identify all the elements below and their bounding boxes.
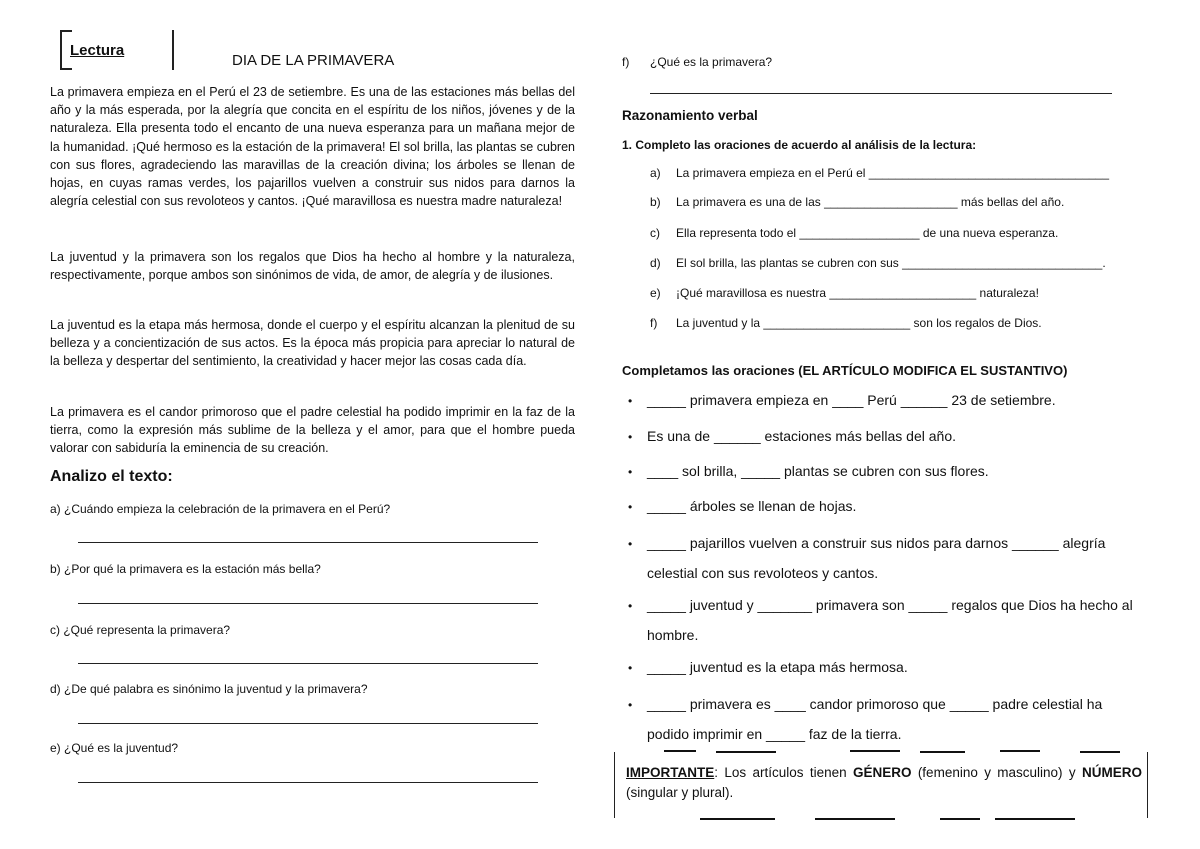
frame-dash — [995, 818, 1075, 820]
analysis-heading: Analizo el texto: — [50, 468, 173, 485]
frame-dash — [920, 751, 965, 753]
page-title: DIA DE LA PRIMAVERA — [232, 52, 395, 69]
article-item-8[interactable] — [628, 696, 1147, 749]
article-text: _____ árboles se llenan de hojas. — [647, 498, 857, 514]
fill-letter: b) — [650, 195, 661, 209]
article-item-3[interactable] — [628, 463, 1147, 486]
article-item-2[interactable] — [628, 428, 1147, 451]
bullet: • — [628, 537, 633, 551]
verbal-heading: Razonamiento verbal — [622, 108, 758, 123]
frame-dash — [664, 750, 696, 752]
frame-dash — [815, 818, 895, 820]
fill-item-b[interactable] — [650, 195, 1064, 209]
question-d: d) ¿De qué palabra es sinónimo la juventud y la primavera? — [50, 682, 368, 696]
bullet: • — [628, 500, 633, 514]
frame-dash — [700, 818, 775, 820]
frame-dash — [850, 750, 900, 752]
article-text: _____ primavera es ____ candor primoroso que _____ padre celestial ha podido imprimir en _____ faz de la tierra. — [647, 696, 1103, 742]
important-label: IMPORTANTE — [626, 765, 715, 780]
important-note — [626, 763, 1142, 803]
fill-text: La primavera es una de las ____________________ más bellas del año. — [676, 195, 1065, 209]
article-text: _____ juventud es la etapa más hermosa. — [647, 659, 908, 675]
article-text: _____ pajarillos vuelven a construir sus nidos para darnos ______ alegría celestial con sus revoloteos y cantos. — [647, 535, 1106, 581]
important-text-1: : Los artículos tienen — [714, 765, 853, 780]
answer-line-c[interactable] — [78, 663, 538, 664]
bullet: • — [628, 465, 633, 479]
fill-item-f[interactable] — [650, 316, 1042, 330]
lectura-label: Lectura — [70, 42, 125, 59]
article-item-1[interactable] — [628, 392, 1147, 415]
frame-dash — [1080, 751, 1120, 753]
reading-paragraph-2: La juventud y la primavera son los regalos que Dios ha hecho al hombre y la naturaleza, respectivamente, porque ambos son sinónimos de vida, de amor, de alegría y de ilusiones. — [50, 250, 575, 283]
fill-item-c[interactable] — [650, 226, 1058, 240]
article-item-4[interactable] — [628, 498, 1147, 521]
question-c: c) ¿Qué representa la primavera? — [50, 623, 231, 637]
fill-letter: f) — [650, 316, 658, 330]
verbal-instruction: 1. Completo las oraciones de acuerdo al análisis de la lectura: — [622, 138, 977, 152]
article-text: _____ juventud y _______ primavera son _____ regalos que Dios ha hecho al hombre. — [647, 597, 1133, 643]
frame-dash — [940, 818, 980, 820]
question-b: b) ¿Por qué la primavera es la estación más bella? — [50, 562, 321, 576]
frame-dash — [1000, 750, 1040, 752]
fill-letter: d) — [650, 256, 661, 270]
article-item-6[interactable] — [628, 597, 1147, 650]
question-f: ¿Qué es la primavera? — [650, 55, 773, 69]
reading-paragraph-1: La primavera empieza en el Perú el 23 de setiembre. Es una de las estaciones más bellas del año y la más esperada, por la alegría que concita en el espíritu de los niños, jóvenes y de la naturaleza. Ella presenta todo el encanto de una nueva esperanza para un mañana mejor de la humanidad. ¡Qué hermoso es la estación de la primavera! El sol brilla, las plantas se cubren con sus flores, agradeciendo las maravillas de la creación divina; los árboles se llenan de hojas, en cuyas ramas verdes, los pajarillos vuelven a construir sus nidos para darnos la alegría celestial con sus revoloteos y cantos. ¡Qué maravillosa es nuestra madre naturaleza! — [50, 85, 575, 209]
articles-heading: Completamos las oraciones (EL ARTÍCULO MODIFICA EL SUSTANTIVO) — [622, 363, 1068, 378]
question-f-letter: f) — [622, 55, 630, 69]
fill-text: Ella representa todo el __________________ de una nueva esperanza. — [676, 226, 1059, 240]
bullet: • — [628, 599, 633, 613]
bullet: • — [628, 661, 633, 675]
question-a: a) ¿Cuándo empieza la celebración de la primavera en el Perú? — [50, 502, 391, 516]
bullet: • — [628, 698, 633, 712]
fill-letter: e) — [650, 286, 661, 300]
question-e: e) ¿Qué es la juventud? — [50, 741, 179, 755]
important-numero: NÚMERO — [1082, 765, 1142, 780]
important-text-2: (femenino y masculino) y — [911, 765, 1082, 780]
important-text-3: (singular y plural). — [626, 785, 734, 800]
answer-line-d[interactable] — [78, 723, 538, 724]
answer-line-f[interactable] — [650, 93, 1112, 94]
fill-text: ¡Qué maravillosa es nuestra ______________________ naturaleza! — [676, 286, 1039, 300]
important-genero: GÉNERO — [852, 765, 912, 780]
answer-line-a[interactable] — [78, 542, 538, 543]
answer-line-b[interactable] — [78, 603, 538, 604]
article-text: Es una de ______ estaciones más bellas del año. — [647, 428, 956, 444]
bullet: • — [628, 430, 633, 444]
fill-letter: c) — [650, 226, 660, 240]
reading-paragraph-3: La juventud es la etapa más hermosa, donde el cuerpo y el espíritu alcanzan la plenitud de su belleza y a concientización de sus actos. Es la época más propicia para apreciar lo natural de la belleza y despertar del sentimiento, la creatividad y hacer mejor las cosas cada día. — [50, 318, 575, 369]
fill-text: La primavera empieza en el Perú el ____________________________________ — [676, 166, 1110, 180]
article-item-7[interactable] — [628, 659, 1147, 682]
fill-letter: a) — [650, 166, 661, 180]
fill-item-e[interactable] — [650, 286, 1039, 300]
fill-item-d[interactable] — [650, 256, 1106, 270]
fill-item-a[interactable] — [650, 166, 1109, 180]
fill-text: La juventud y la ______________________ son los regalos de Dios. — [676, 316, 1042, 330]
reading-paragraph-4: La primavera es el candor primoroso que el padre celestial ha podido imprimir en la faz de la tierra, como la expresión más sublime de la belleza y el amor, para que el hombre pueda valorar con sabiduría la eminencia de su creación. — [50, 405, 575, 456]
article-item-5[interactable] — [628, 535, 1147, 588]
article-text: _____ primavera empieza en ____ Perú ______ 23 de setiembre. — [647, 392, 1056, 408]
article-text: ____ sol brilla, _____ plantas se cubren con sus flores. — [647, 463, 989, 479]
answer-line-e[interactable] — [78, 782, 538, 783]
bullet: • — [628, 394, 633, 408]
fill-text: El sol brilla, las plantas se cubren con sus ______________________________. — [676, 256, 1106, 270]
frame-dash — [716, 751, 776, 753]
